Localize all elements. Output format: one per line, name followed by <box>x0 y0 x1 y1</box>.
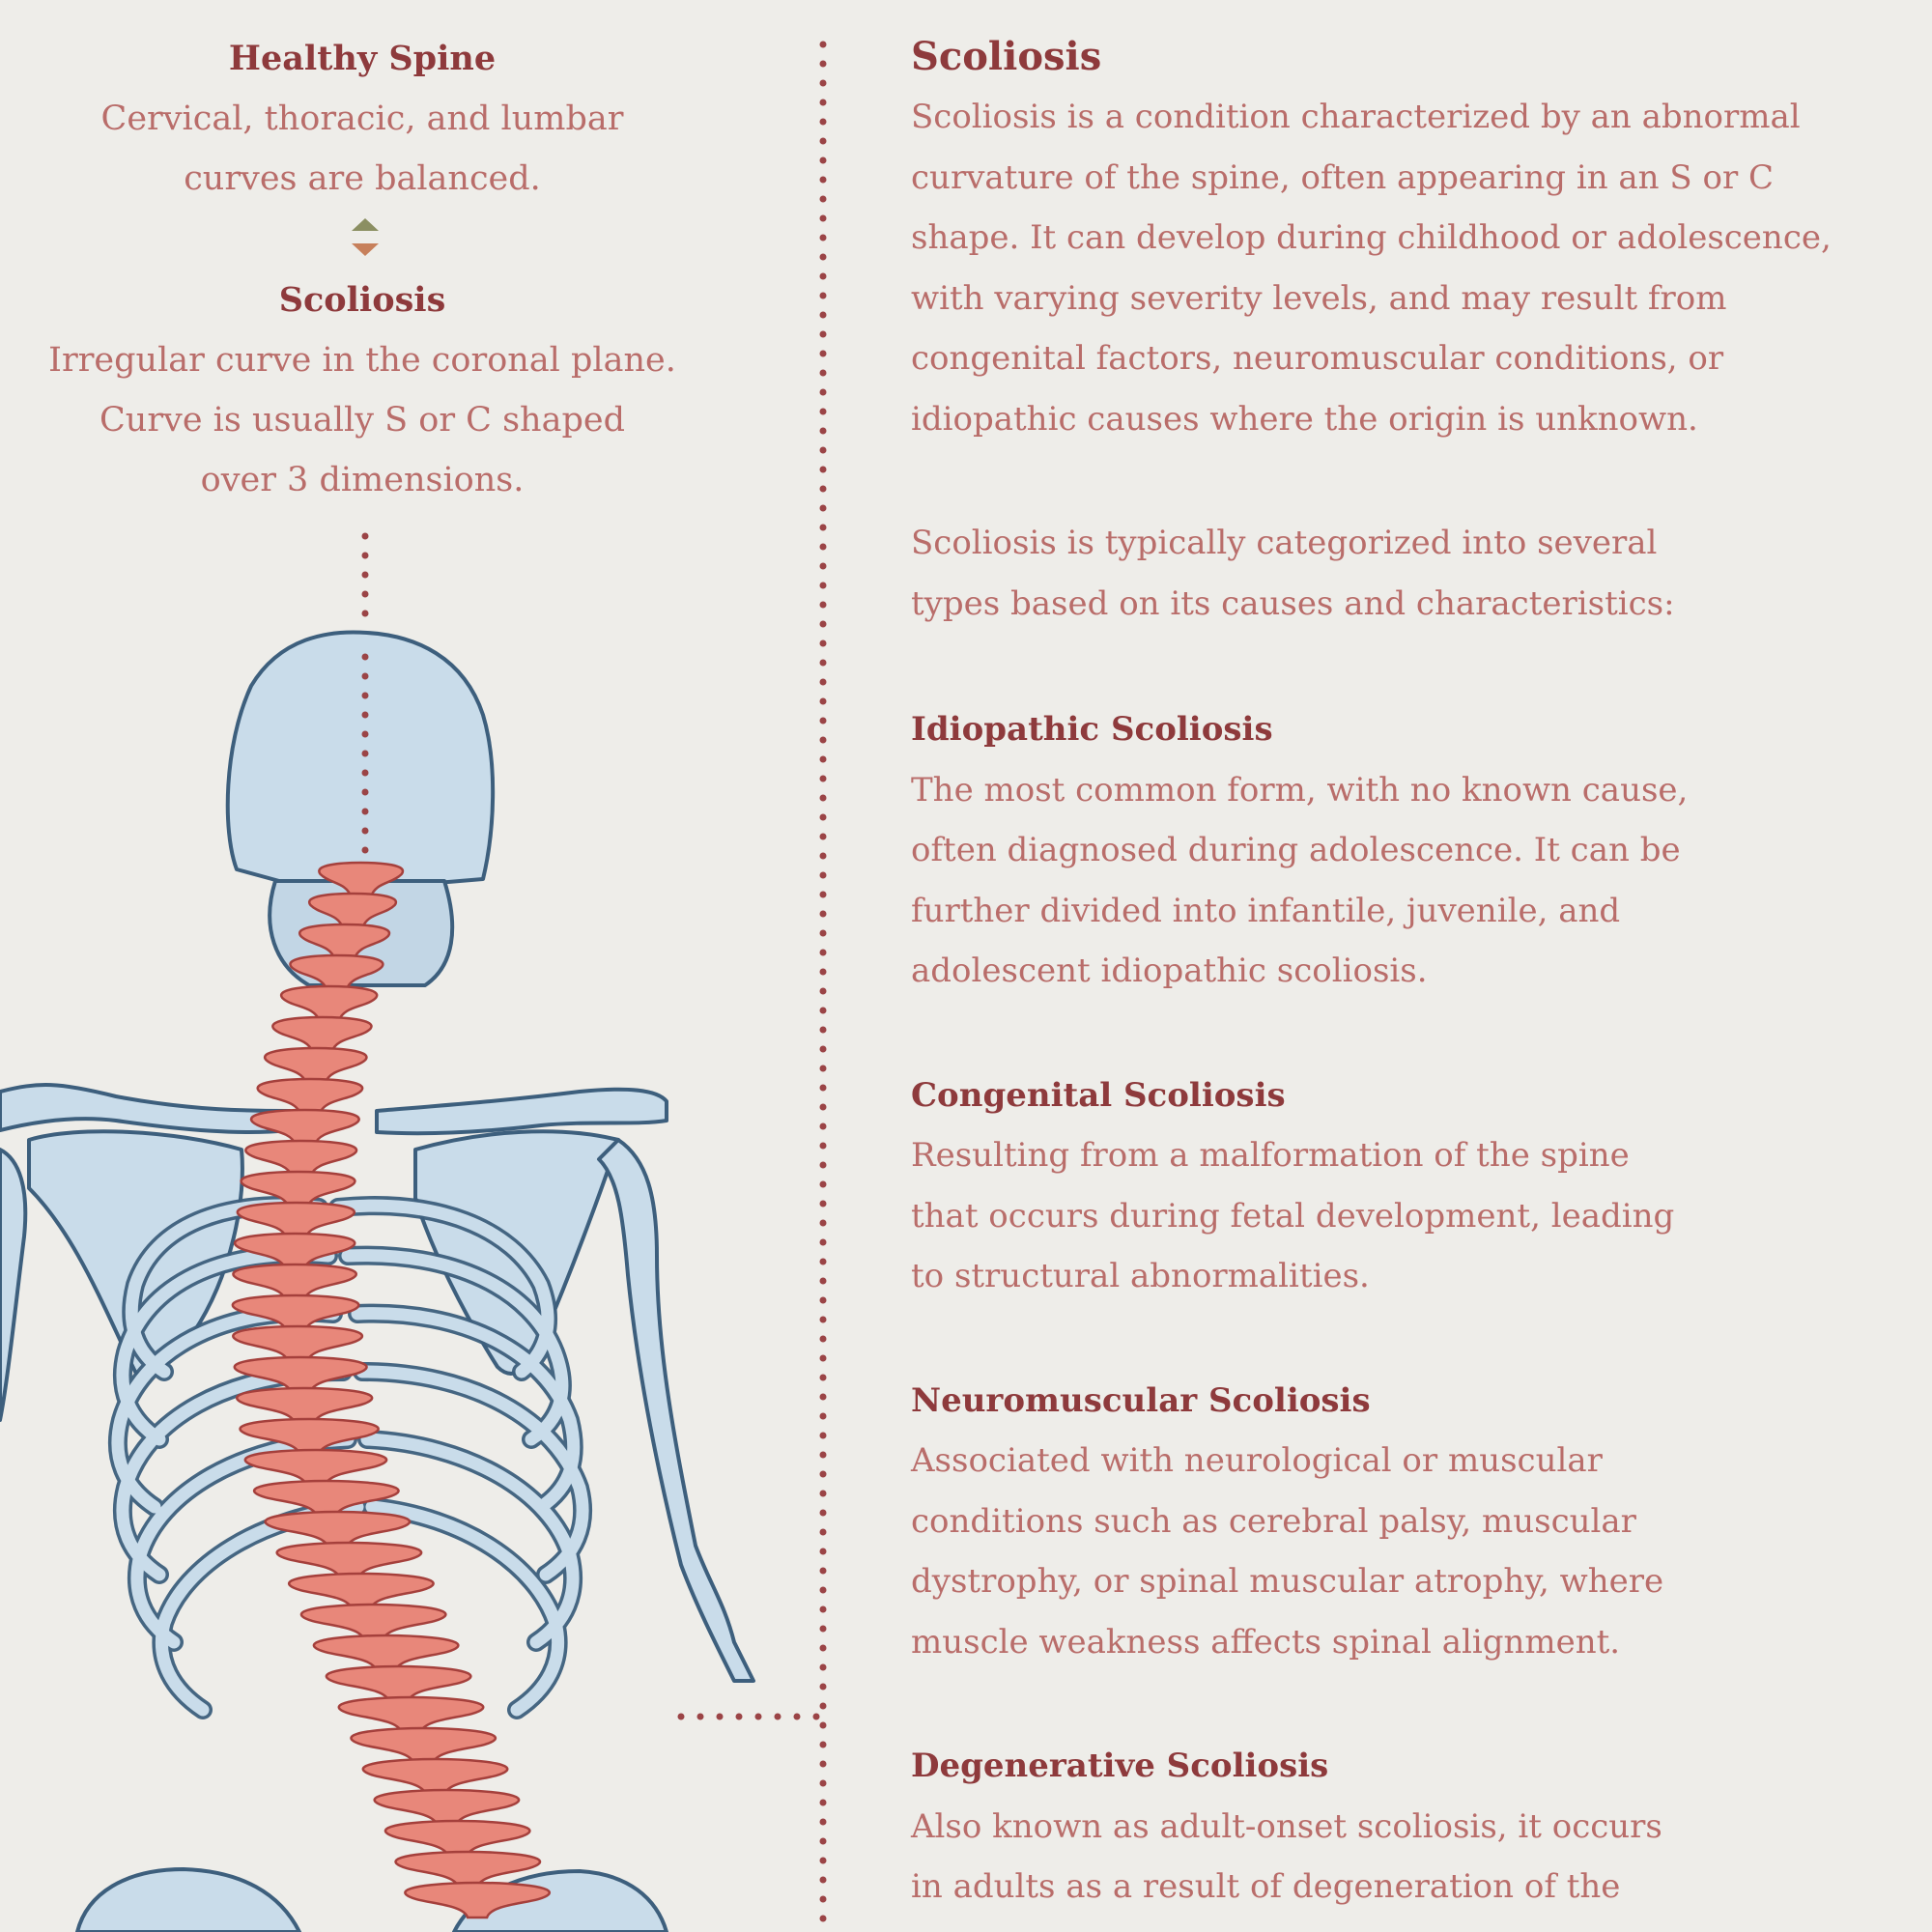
vertebra <box>237 1388 372 1423</box>
divider-dot <box>820 505 827 512</box>
divider-dot <box>820 1896 827 1903</box>
divider-dot <box>820 157 827 164</box>
divider-dot <box>820 911 827 918</box>
divider-dot <box>820 119 827 126</box>
divider-dot <box>820 1008 827 1014</box>
divider-dot <box>820 80 827 87</box>
healthy-line: Cervical, thoracic, and lumbar <box>100 99 624 138</box>
section-line: further divided into infantile, juvenile, and <box>911 891 1621 930</box>
divider-dot <box>820 988 827 995</box>
skeleton-illustration <box>0 522 773 1932</box>
divider-dot <box>820 1684 827 1690</box>
divider-dot <box>820 293 827 299</box>
scoliosis-line: Irregular curve in the coronal plane. <box>48 341 676 380</box>
divider-dot <box>820 215 827 222</box>
healthy-spine-description <box>0 89 724 209</box>
vertebra <box>301 1605 445 1639</box>
section-line: Also known as adult-onset scoliosis, it occurs <box>911 1806 1662 1846</box>
divider-dot <box>820 1259 827 1265</box>
section-line: that occurs during fetal development, leading <box>911 1196 1675 1236</box>
divider-dot <box>820 544 827 551</box>
divider-dot <box>820 853 827 860</box>
divider-dot <box>820 389 827 396</box>
divider-dot <box>820 1433 827 1439</box>
divider-dot <box>820 1471 827 1478</box>
divider-dot <box>820 467 827 473</box>
divider-dot <box>820 196 827 203</box>
vertebra <box>245 1450 386 1485</box>
divider-dot <box>820 1877 827 1884</box>
divider-dot <box>820 621 827 628</box>
divider-dot <box>820 737 827 744</box>
divider-dot <box>820 1336 827 1343</box>
section-line: to structural abnormalities. <box>911 1257 1370 1295</box>
divider-dot <box>820 892 827 898</box>
divider-dot <box>820 1375 827 1381</box>
divider-dot <box>820 1645 827 1652</box>
divider-dot <box>820 1355 827 1362</box>
divider-dot <box>820 776 827 782</box>
vertebra <box>327 1666 470 1701</box>
up-arrow-icon <box>352 218 379 231</box>
divider-dot <box>820 1491 827 1497</box>
section-title: Degenerative Scoliosis <box>911 1747 1329 1785</box>
right-arm <box>599 1140 753 1681</box>
divider-dot <box>820 1046 827 1053</box>
divider-dot <box>820 1394 827 1401</box>
divider-dot <box>820 486 827 493</box>
divider-dot <box>820 795 827 802</box>
vertebra <box>266 1512 410 1547</box>
divider-dot <box>820 1568 827 1575</box>
vertical-divider-dots <box>816 39 830 1932</box>
divider-dot <box>820 370 827 377</box>
divider-dot <box>820 331 827 338</box>
section-congenital <box>911 1065 1916 1307</box>
vertebra <box>265 1048 366 1083</box>
divider-dot <box>820 602 827 609</box>
section-line: conditions such as cerebral palsy, muscular <box>911 1501 1636 1541</box>
intro-line: with varying severity levels, and may result from <box>911 278 1727 318</box>
divider-dot <box>820 1278 827 1285</box>
vertebra <box>245 1141 356 1176</box>
section-title: Neuromuscular Scoliosis <box>911 1380 1371 1420</box>
divider-dot <box>820 312 827 319</box>
vertebra <box>339 1697 483 1732</box>
divider-dot <box>820 254 827 261</box>
divider-dot <box>820 718 827 724</box>
right-clavicle <box>377 1090 667 1133</box>
section-degenerative <box>911 1736 1916 1918</box>
divider-dot <box>820 1761 827 1768</box>
divider-dot <box>820 1065 827 1072</box>
divider-dot <box>820 679 827 686</box>
divider-dot <box>820 1800 827 1806</box>
section-line: dystrophy, or spinal muscular atrophy, where <box>911 1562 1664 1601</box>
vertebra <box>351 1728 495 1763</box>
divider-dot <box>820 1703 827 1710</box>
scoliosis-line: over 3 dimensions. <box>200 461 525 499</box>
healthy-line: curves are balanced. <box>184 159 541 198</box>
intro-line: curvature of the spine, often appearing in an S or C <box>911 157 1775 197</box>
divider-dot <box>820 1838 827 1845</box>
divider-dot <box>820 1220 827 1227</box>
vertebra <box>281 986 377 1021</box>
intro-line: idiopathic causes where the origin is unknown. <box>911 399 1698 439</box>
vertebra <box>375 1790 519 1825</box>
divider-dot <box>820 525 827 531</box>
vertebra <box>385 1821 529 1856</box>
divider-dot <box>820 61 827 68</box>
scoliosis-description <box>0 330 724 510</box>
divider-dot <box>820 1916 827 1922</box>
section-title: Congenital Scoliosis <box>911 1075 1286 1115</box>
section-line: adolescent idiopathic scoliosis. <box>911 952 1428 990</box>
vertebra <box>251 1110 359 1145</box>
vertebra <box>238 1203 355 1237</box>
divider-dot <box>820 1413 827 1420</box>
vertebra <box>233 1264 355 1299</box>
divider-dot <box>820 950 827 956</box>
divider-dot <box>820 1548 827 1555</box>
section-line: Resulting from a malformation of the spine <box>911 1136 1630 1175</box>
right-panel <box>911 27 1916 1918</box>
types-intro-line: types based on its causes and characteristics: <box>911 583 1675 623</box>
divider-dot <box>820 1819 827 1826</box>
divider-dot <box>820 1742 827 1748</box>
vertebra <box>272 1017 371 1052</box>
intro-paragraph <box>911 87 1916 449</box>
divider-dot <box>820 42 827 48</box>
divider-dot <box>820 1181 827 1188</box>
section-title: Idiopathic Scoliosis <box>911 710 1273 749</box>
vertebra <box>314 1635 458 1670</box>
divider-dot <box>820 138 827 145</box>
divider-dot <box>820 1162 827 1169</box>
divider-dot <box>820 1317 827 1323</box>
left-panel <box>0 0 724 1932</box>
divider-dot <box>820 1027 827 1034</box>
divider-dot <box>820 563 827 570</box>
divider-dot <box>820 273 827 280</box>
intro-line: Scoliosis is a condition characterized by an abnormal <box>911 98 1801 136</box>
section-line: The most common form, with no known cause, <box>911 770 1689 810</box>
divider-dot <box>820 1606 827 1613</box>
vertebra <box>233 1326 362 1361</box>
divider-dot <box>820 872 827 879</box>
divider-dot <box>820 969 827 976</box>
divider-dot <box>820 1123 827 1130</box>
divider-dot <box>820 756 827 763</box>
left-clavicle <box>0 1085 290 1132</box>
healthy-spine-title: Healthy Spine <box>228 39 497 78</box>
intro-line: congenital factors, neuromuscular conditions, or <box>911 339 1724 378</box>
section-neuromuscular <box>911 1371 1916 1673</box>
divider-dot <box>820 99 827 106</box>
scoliosis-subtitle: Scoliosis <box>278 280 446 320</box>
divider-dot <box>820 1664 827 1671</box>
divider-dot <box>820 1104 827 1111</box>
divider-dot <box>820 1529 827 1536</box>
divider-dot <box>820 1143 827 1150</box>
left-arm <box>0 1150 25 1420</box>
vertebra <box>289 1574 433 1608</box>
divider-dot <box>820 1780 827 1787</box>
divider-dot <box>820 1626 827 1633</box>
divider-dot <box>820 1510 827 1517</box>
divider-dot <box>820 351 827 357</box>
divider-dot <box>820 814 827 821</box>
vertebra <box>363 1759 507 1794</box>
left-pelvis <box>77 1869 299 1932</box>
divider-dot <box>820 698 827 705</box>
spine <box>233 863 550 1918</box>
section-line: Associated with neurological or muscular <box>911 1441 1603 1480</box>
divider-dot <box>820 447 827 454</box>
main-title: Scoliosis <box>911 34 1102 79</box>
divider-dot <box>820 582 827 589</box>
types-intro-paragraph <box>911 513 1916 634</box>
intro-line: shape. It can develop during childhood or adolescence, <box>911 218 1832 257</box>
types-intro-line: Scoliosis is typically categorized into several <box>911 524 1658 562</box>
divider-dot <box>820 1239 827 1246</box>
vertebra <box>277 1543 421 1577</box>
divider-dot <box>820 1858 827 1864</box>
section-line: in adults as a result of degeneration of the <box>911 1867 1621 1906</box>
section-line: often diagnosed during adolescence. It can be <box>911 831 1681 869</box>
divider-dot <box>820 1085 827 1092</box>
divider-dot <box>820 834 827 840</box>
horizontal-connector-dots <box>674 1710 829 1723</box>
vertebra <box>258 1079 362 1114</box>
divider-dot <box>820 428 827 435</box>
divider-dot <box>820 177 827 184</box>
down-arrow-icon <box>352 243 379 256</box>
skull <box>228 632 493 884</box>
divider-dot <box>820 409 827 415</box>
divider-dot <box>820 660 827 667</box>
scoliosis-line: Curve is usually S or C shaped <box>99 401 625 440</box>
divider-dot <box>820 640 827 647</box>
divider-dot <box>820 235 827 242</box>
divider-dot <box>820 930 827 937</box>
section-line: muscle weakness affects spinal alignment. <box>911 1622 1621 1662</box>
divider-dot <box>820 1297 827 1304</box>
divider-dot <box>820 1452 827 1459</box>
section-idiopathic <box>911 699 1916 1002</box>
divider-dot <box>820 1201 827 1208</box>
divider-dot <box>820 1587 827 1594</box>
